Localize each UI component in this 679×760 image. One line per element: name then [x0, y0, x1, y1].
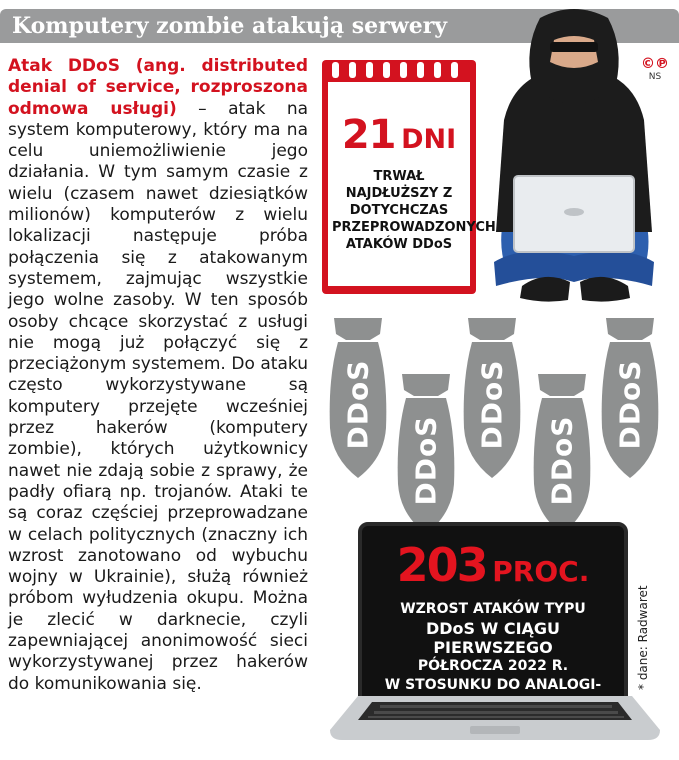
laptop-base: [330, 696, 660, 742]
lead-body: – atak na system komputerowy, który ma na celu uniemożliwienie jego działania. W tym samym czasie z wielu (czasem nawet dziesiątków milionów) komputerów z wielu lokalizacji następuje próba połączenia się z atakowanym systemem, zajmując wszystkie jego wolne zasoby. W ten sposób osoby chcące skorzystać z usługi nie mogą już połączyć się z przeciążonym systemem. Do ataku często wykorzystywane są komputery przejęte wcześniej przez hakerów (komputery zombie), których użytkownicy nawet nie zdają sobie z sprawy, że padły ofiarą np. trojanów. Ataki te są coraz częściej przeprowadzane w celach politycznych (znaczny ich wzrost zanotowano od wybuchu wojny w Ukrainie), służą również próbom wyłudzenia okupu. Można je zlecić w darknecie, czyli zapewniającej anonimowość sieci wykorzystywanej przez hakerów do komunikowania się.: [8, 98, 309, 694]
bomb-label-text: DDoS: [341, 359, 375, 449]
bomb-label: [530, 410, 594, 510]
calendar-ring: [400, 62, 407, 78]
copyright-mark: ©℗: [641, 56, 669, 72]
ddos-bomb: [460, 318, 524, 480]
lead-term: Atak DDoS (ang. distributed denial of service, rozproszona odmowa usługi): [8, 56, 308, 119]
calendar-page: [328, 82, 496, 286]
calendar-ring: [332, 62, 339, 78]
days-caption: TRWAŁ NAJDŁUŻSZY Z DOTYCHCZAS PRZEPROWADZONYCH ATAKÓW DDoS: [332, 169, 496, 252]
caption-line: WZROST ATAKÓW TYPU: [400, 601, 586, 617]
page-title: Komputery zombie atakują serwery: [12, 13, 448, 39]
percent-unit: PROC.: [492, 555, 590, 588]
percent-stat: [362, 538, 624, 592]
calendar-ring: [366, 62, 373, 78]
caption-line: PÓŁROCZA 2022 R.: [417, 658, 569, 674]
ddos-bomb: [394, 374, 458, 536]
caption-line: W STOSUNKU DO ANALOGI-: [384, 677, 602, 693]
bomb-label-text: DDoS: [613, 359, 647, 449]
calendar-ring: [434, 62, 441, 78]
calendar-ring: [383, 62, 390, 78]
bomb-label-text: DDoS: [475, 359, 509, 449]
laptop-screen: [358, 522, 628, 700]
calendar-ring: [417, 62, 424, 78]
ddos-bomb: [326, 318, 390, 480]
ddos-bomb: [598, 318, 662, 480]
calendar-rings: [330, 62, 468, 78]
source-note: * dane: Radwaret: [636, 585, 650, 690]
days-unit: DNI: [401, 124, 457, 155]
bomb-label: [598, 354, 662, 454]
agency-label: NS: [648, 72, 662, 82]
calendar-ring: [451, 62, 458, 78]
bomb-label-text: DDoS: [409, 415, 443, 505]
percent-number: 203: [396, 538, 487, 592]
bomb-label: [460, 354, 524, 454]
caption-line: DDoS W CIĄGU PIERWSZEGO: [425, 619, 561, 657]
hacker-illustration: [484, 0, 664, 310]
bomb-label: [394, 410, 458, 510]
days-number: 21: [341, 112, 396, 158]
calendar-ring: [349, 62, 356, 78]
days-stat: [328, 112, 470, 158]
calendar-card: [322, 60, 496, 294]
ddos-bomb: [530, 374, 594, 536]
lead-paragraph: [8, 56, 308, 695]
bomb-label-text: DDoS: [545, 415, 579, 505]
bomb-label: [326, 354, 390, 454]
